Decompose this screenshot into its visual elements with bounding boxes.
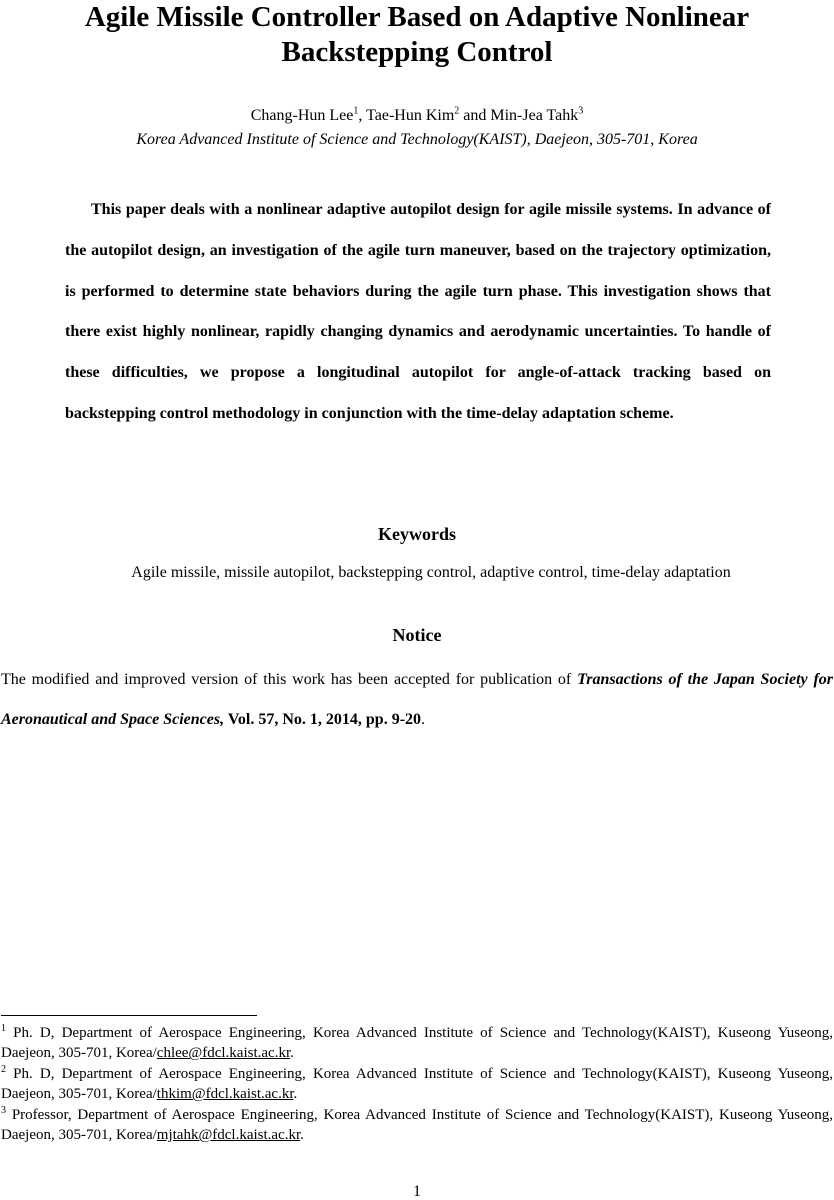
paper-title — [0, 0, 834, 70]
notice-lead: The modified and improved version of this work has been accepted for publication of — [1, 671, 578, 688]
publication-details: Vol. 57, No. 1, 2014, pp. 9-20 — [224, 711, 422, 728]
footnote-1 — [1, 1023, 833, 1064]
footnote-mark: 3 — [1, 1104, 6, 1116]
footnote-text: Ph. D, Department of Aerospace Engineering, Korea Advanced Institute of Science and Technology(KAIST), Kuseong Yuseong, Daejeon, 305-701, Korea/ — [1, 1065, 833, 1103]
notice-heading: Notice — [392, 625, 442, 645]
footnote-period: . — [293, 1086, 298, 1103]
author-footnote-mark[interactable]: 2 — [454, 105, 460, 117]
author-list — [0, 106, 834, 126]
affiliation: Korea Advanced Institute of Science and Technology(KAIST), Daejeon, 305-701, Korea — [136, 131, 698, 148]
author-footnote-mark[interactable]: 3 — [578, 105, 584, 117]
author-footnote-mark[interactable]: 1 — [353, 105, 359, 117]
footnote-mark: 1 — [1, 1023, 6, 1034]
keywords-heading: Keywords — [378, 524, 456, 544]
email-link[interactable]: thkim@fdcl.kaist.ac.kr — [156, 1086, 294, 1103]
keywords-list: Agile missile, missile autopilot, backstepping control, adaptive control, time-delay adaptation — [131, 564, 731, 581]
footnote-text: Professor, Department of Aerospace Engineering, Korea Advanced Institute of Science and Technology(KAIST), Kuseong Yuseong, Daejeon, 305-701, Korea/ — [1, 1106, 833, 1144]
footnote-text: Ph. D, Department of Aerospace Engineering, Korea Advanced Institute of Science and Technology(KAIST), Kuseong Yuseong, Daejeon, 305-701, Korea/ — [1, 1025, 833, 1062]
title-line-2: Backstepping Control — [281, 36, 553, 68]
footnote-period: . — [290, 1045, 294, 1062]
footnote-mark: 2 — [1, 1063, 6, 1075]
author-separator: , — [358, 107, 367, 124]
footnote-period: . — [300, 1127, 304, 1144]
footnote-2 — [1, 1064, 833, 1105]
journal-name: Transactions of the Japan Society for Aeronautical and Space Sciences, — [1, 671, 833, 728]
title-line-1: Agile Missile Controller Based on Adaptive Nonlinear — [84, 1, 750, 33]
email-link[interactable]: mjtahk@fdcl.kaist.ac.kr — [156, 1127, 301, 1144]
footnote-divider — [1, 1015, 257, 1016]
author-separator: and — [459, 107, 491, 124]
notice-text — [1, 660, 833, 740]
email-link[interactable]: chlee@fdcl.kaist.ac.kr — [156, 1045, 291, 1062]
author-name: Chang-Hun Lee — [250, 107, 354, 124]
author-name: Min-Jea Tahk — [490, 107, 579, 124]
footnote-3 — [1, 1105, 833, 1146]
footnotes — [1, 1023, 833, 1145]
abstract: This paper deals with a nonlinear adaptive autopilot design for agile missile systems. In advance of the autopilot design, an investigation of the agile turn maneuver, based on the trajectory optimization, is performed to determine state behaviors during the agile turn phase. This investigation shows that there exist highly nonlinear, rapidly changing dynamics and aerodynamic uncertainties. To handle of these difficulties, we propose a longitudinal autopilot for angle-of-attack tracking based on backstepping control methodology in conjunction with the time-delay adaptation scheme. — [65, 201, 771, 422]
page-number: 1 — [413, 1183, 421, 1200]
author-name: Tae-Hun Kim — [366, 107, 455, 124]
notice-period: . — [421, 711, 426, 728]
